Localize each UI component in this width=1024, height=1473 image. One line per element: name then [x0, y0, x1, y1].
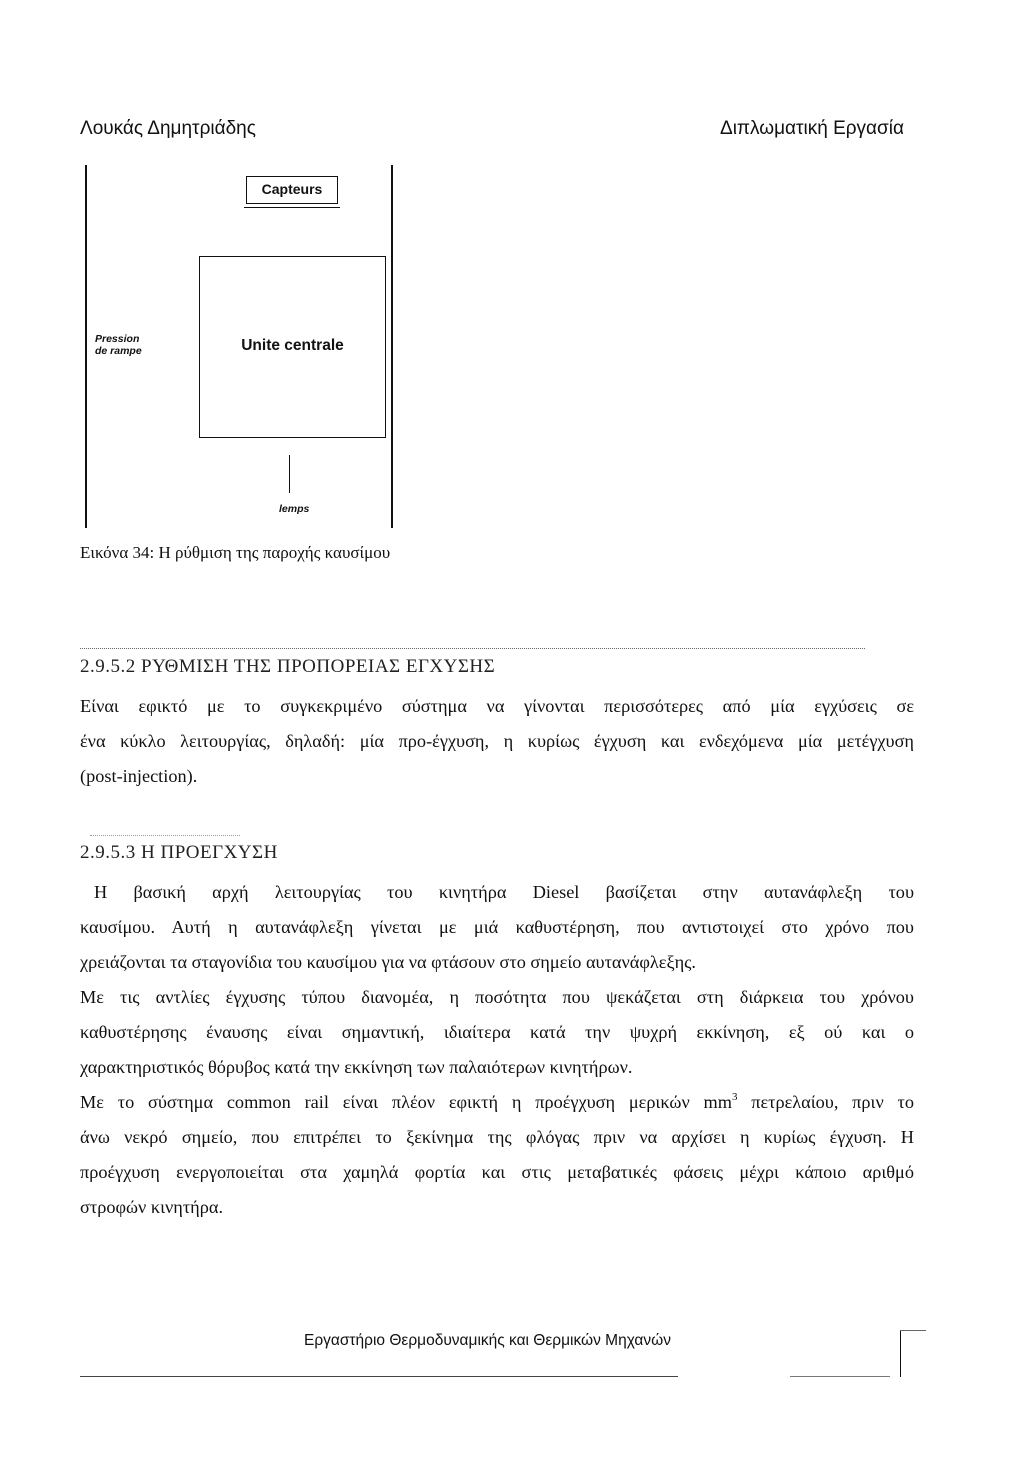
paragraph-line: χρειάζονται τα σταγονίδια του καυσίμου για να φτάσουν στο σημείο αυτανάφλεξης.: [80, 952, 696, 972]
paragraph-line: στροφών κινητήρα.: [80, 1197, 224, 1217]
page-number-bracket-top: [900, 1330, 926, 1331]
rail-pressure-label-line2: de rampe: [95, 345, 142, 357]
page-number-bracket: [900, 1330, 901, 1377]
paragraph-line: ένα κύκλο λειτουργίας, δηλαδή: μία προ-έγχυση, η κυρίως έγχυση και ενδεχόμενα μία μετέγχυση: [80, 731, 914, 751]
footer-rule-right: [790, 1376, 890, 1377]
section-rule: [80, 648, 865, 649]
section-rule: [90, 835, 240, 836]
header-doc-type: Διπλωματική Εργασία: [720, 118, 904, 139]
rail-pressure-label: [95, 333, 142, 357]
paragraph-line: χαρακτηριστικός θόρυβος κατά την εκκίνηση των παλαιότερων κινητήρων.: [80, 1057, 633, 1077]
sensors-box: [246, 176, 338, 204]
section-body-2953: [80, 875, 914, 1225]
paragraph-line: Η βασική αρχή λειτουργίας του κινητήρα Diesel βασίζεται στην αυτανάφλεξη του: [94, 882, 914, 902]
section-body-2952: [80, 689, 914, 794]
paragraph-line-with-superscript: [80, 1085, 914, 1120]
paragraph-line: άνω νεκρό σημείο, που επιτρέπει το ξεκίνημα της φλόγας πριν να αρχίσει η κυρίως έγχυση. Η: [80, 1127, 914, 1147]
superscript-3: 3: [731, 1091, 738, 1103]
section-title-2953: 2.9.5.3 Η ΠΡΟΕΓΧΥΣΗ: [80, 842, 278, 863]
figure-caption: Εικόνα 34: Η ρύθμιση της παροχής καυσίμου: [80, 543, 391, 562]
sensors-underline: [244, 207, 340, 208]
paragraph-line: προέγχυση ενεργοποιείται στα χαμηλά φορτία και στις μεταβατικές φάσεις μέχρι κάποιο αριθμό: [80, 1162, 914, 1182]
sensors-label: Capteurs: [261, 181, 323, 197]
diagram-right-border: [391, 165, 393, 528]
header-author: Λουκάς Δημητριάδης: [80, 118, 256, 139]
diagram-left-border: [85, 165, 87, 528]
ecu-label: Unite centrale: [241, 337, 344, 354]
footer-lab-name: Εργαστήριο Θερμοδυναμικής και Θερμικών Μηχανών: [304, 1332, 671, 1349]
paragraph-line: καυσίμου. Αυτή η αυτανάφλεξη γίνεται με μιά καθυστέρηση, που αντιστοιχεί στο χρόνο που: [80, 917, 914, 937]
footer-rule: [80, 1376, 678, 1377]
ecu-box: [199, 256, 386, 438]
time-connector-line: [289, 455, 290, 493]
line-text: πετρελαίου, πριν το: [737, 1092, 914, 1112]
paragraph-line: Είναι εφικτό με το συγκεκριμένο σύστημα να γίνονται περισσότερες από μία εγχύσεις σε: [80, 696, 914, 716]
paragraph-line: καθυστέρησης έναυσης είναι σημαντική, ιδιαίτερα κατά την ψυχρή εκκίνηση, εξ ού και ο: [80, 1022, 914, 1042]
section-title-2952: 2.9.5.2 ΡΥΘΜΙΣΗ ΤΗΣ ΠΡΟΠΟΡΕΙΑΣ ΕΓΧΥΣΗΣ: [80, 656, 496, 677]
line-text: Με το σύστημα common rail είναι πλέον εφικτή η προέγχυση μερικών mm: [80, 1092, 732, 1112]
rail-pressure-label-line1: Pression: [95, 333, 140, 345]
paragraph-line: Με τις αντλίες έγχυσης τύπου διανομέα, η ποσότητα που ψεκάζεται στη διάρκεια του χρόνου: [80, 987, 914, 1007]
paragraph-line: (post-injection).: [80, 766, 198, 786]
time-label: lemps: [279, 503, 310, 515]
figure-fuel-delivery-diagram: [0, 0, 1024, 560]
